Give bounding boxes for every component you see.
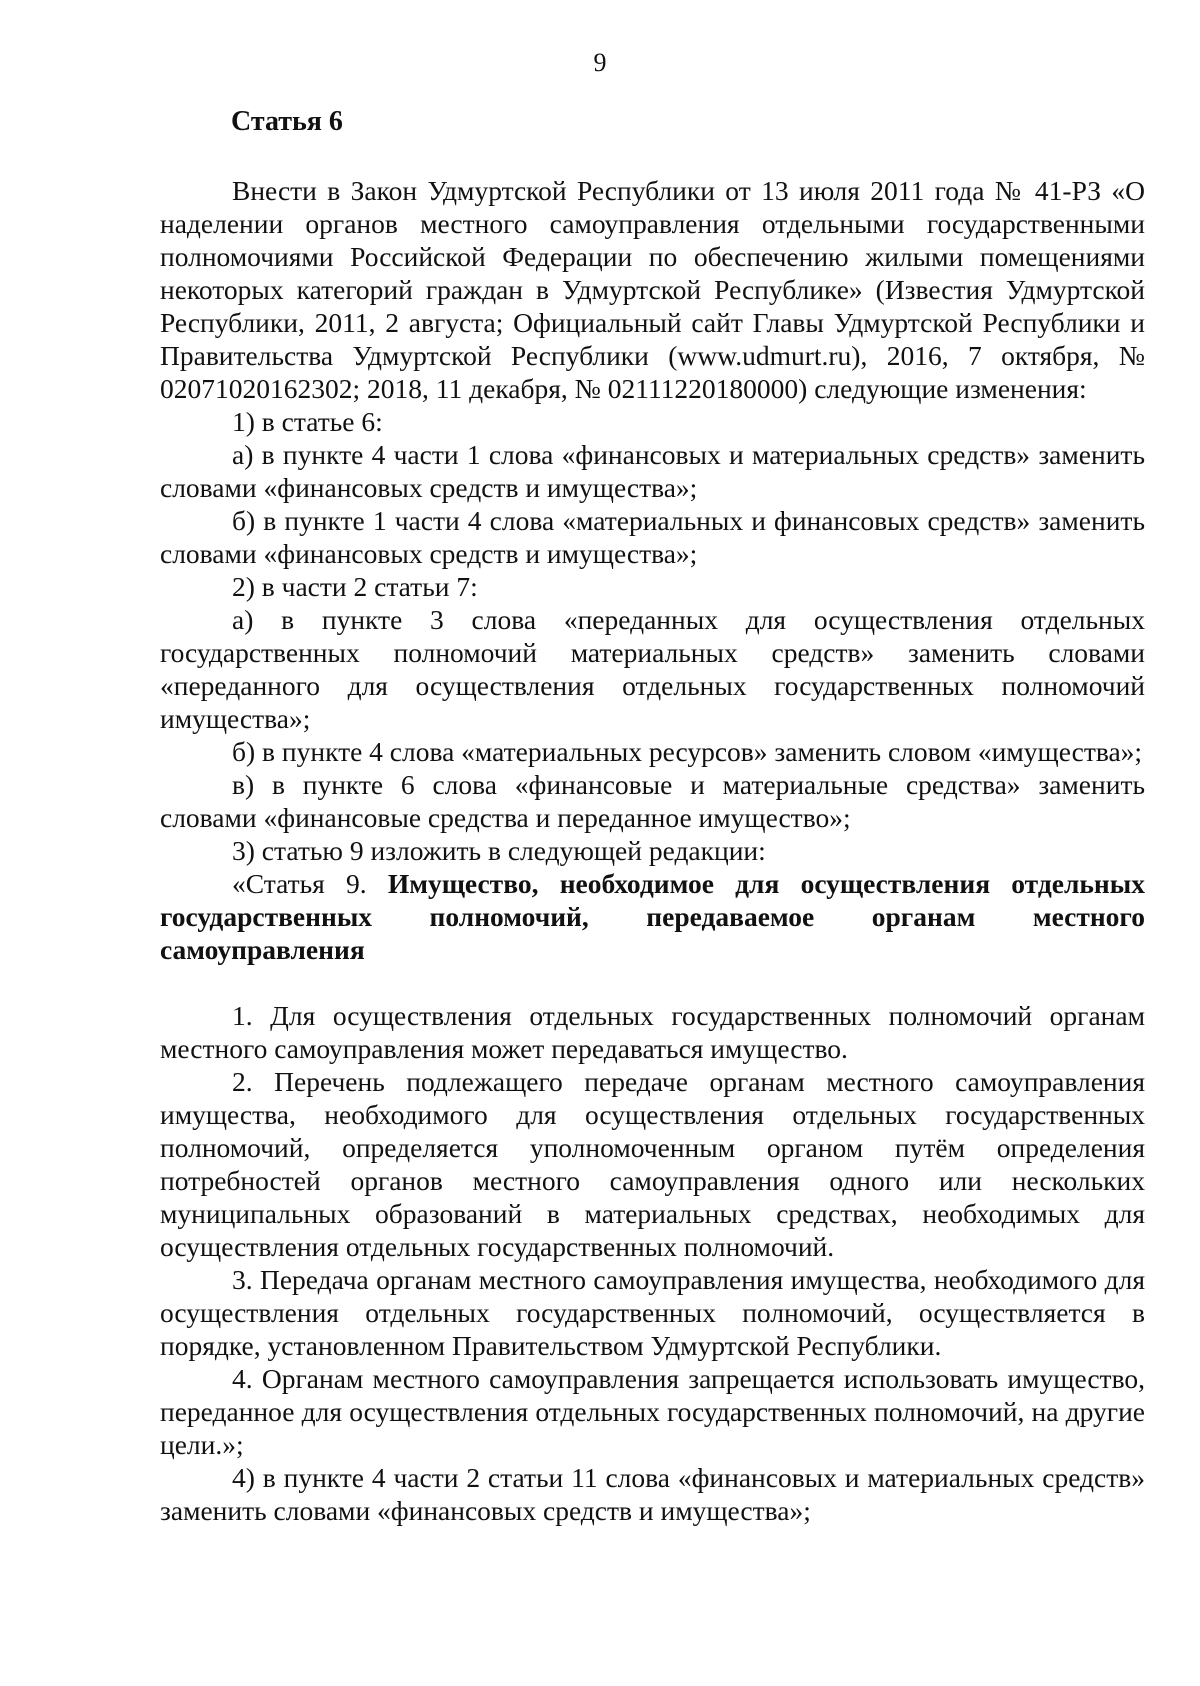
article9-item: 1. Для осуществления отдельных государственных полномочий органам местного самоуправления может передаваться имущество. [160, 1000, 1145, 1064]
amendment-item: б) в пункте 1 части 4 слова «материальных и финансовых средств» заменить словами «финансовых средств и имущества»; [160, 505, 1145, 569]
page-number: 9 [593, 48, 607, 77]
amendment-item: 3) статью 9 изложить в следующей редакции: [232, 835, 766, 866]
document-body [160, 174, 1145, 1527]
amendment-item: а) в пункте 3 слова «переданных для осуществления отдельных государственных полномочий материальных средств» заменить словами «переданного для осуществления отдельных государственных полномочий имущества»; [160, 604, 1145, 734]
amendment-item: а) в пункте 4 части 1 слова «финансовых и материальных средств» заменить словами «финансовых средств и имущества»; [160, 439, 1145, 503]
article9-item: 2. Перечень подлежащего передаче органам местного самоуправления имущества, необходимого для осуществления отдельных государственных полномочий, определяется уполномоченным органом путём определения потребностей органов местного самоуправления одного или нескольких муниципальных образований в материальных средствах, необходимых для осуществления отдельных государственных полномочий. [160, 1066, 1145, 1262]
amendment-item: в) в пункте 6 слова «финансовые и материальные средства» заменить словами «финансовые средства и переданное имущество»; [160, 769, 1145, 833]
article9-heading-text: Имущество, необходимое для осуществления отдельных государственных полномочий, передаваемое органам местного самоуправления [160, 868, 1145, 965]
article9-item: 3. Передача органам местного самоуправления имущества, необходимого для осуществления отдельных государственных полномочий, осуществляется в порядке, установленном Правительством Удмуртской Республики. [160, 1264, 1145, 1361]
amendment-item: 1) в статье 6: [232, 406, 383, 437]
amendment-item: 2) в части 2 статьи 7: [232, 571, 478, 602]
amendment-item: 4) в пункте 4 части 2 статьи 11 слова «финансовых и материальных средств» заменить словами «финансовых средств и имущества»; [160, 1462, 1145, 1526]
article-title: Статья 6 [231, 106, 343, 137]
article9-prefix: «Статья 9. [232, 868, 388, 899]
intro-paragraph: Внести в Закон Удмуртской Республики от 13 июля 2011 года № 41-РЗ «О наделении органов местного самоуправления отдельными государственными полномочиями Российской Федерации по обеспечению жилыми помещениями некоторых категорий граждан в Удмуртской Республике» (Известия Удмуртской Республики, 2011, 2 августа; Официальный сайт Главы Удмуртской Республики и Правительства Удмуртской Республики (www.udmurt.ru), 2016, 7 октября, № 02071020162302; 2018, 11 декабря, № 02111220180000) следующие изменения: [160, 175, 1145, 404]
article9-item: 4. Органам местного самоуправления запрещается использовать имущество, переданное для осуществления отдельных государственных полномочий, на другие цели.»; [160, 1363, 1145, 1460]
article9-heading [160, 867, 1145, 966]
amendment-item: б) в пункте 4 слова «материальных ресурсов» заменить словом «имущества»; [232, 736, 1143, 767]
